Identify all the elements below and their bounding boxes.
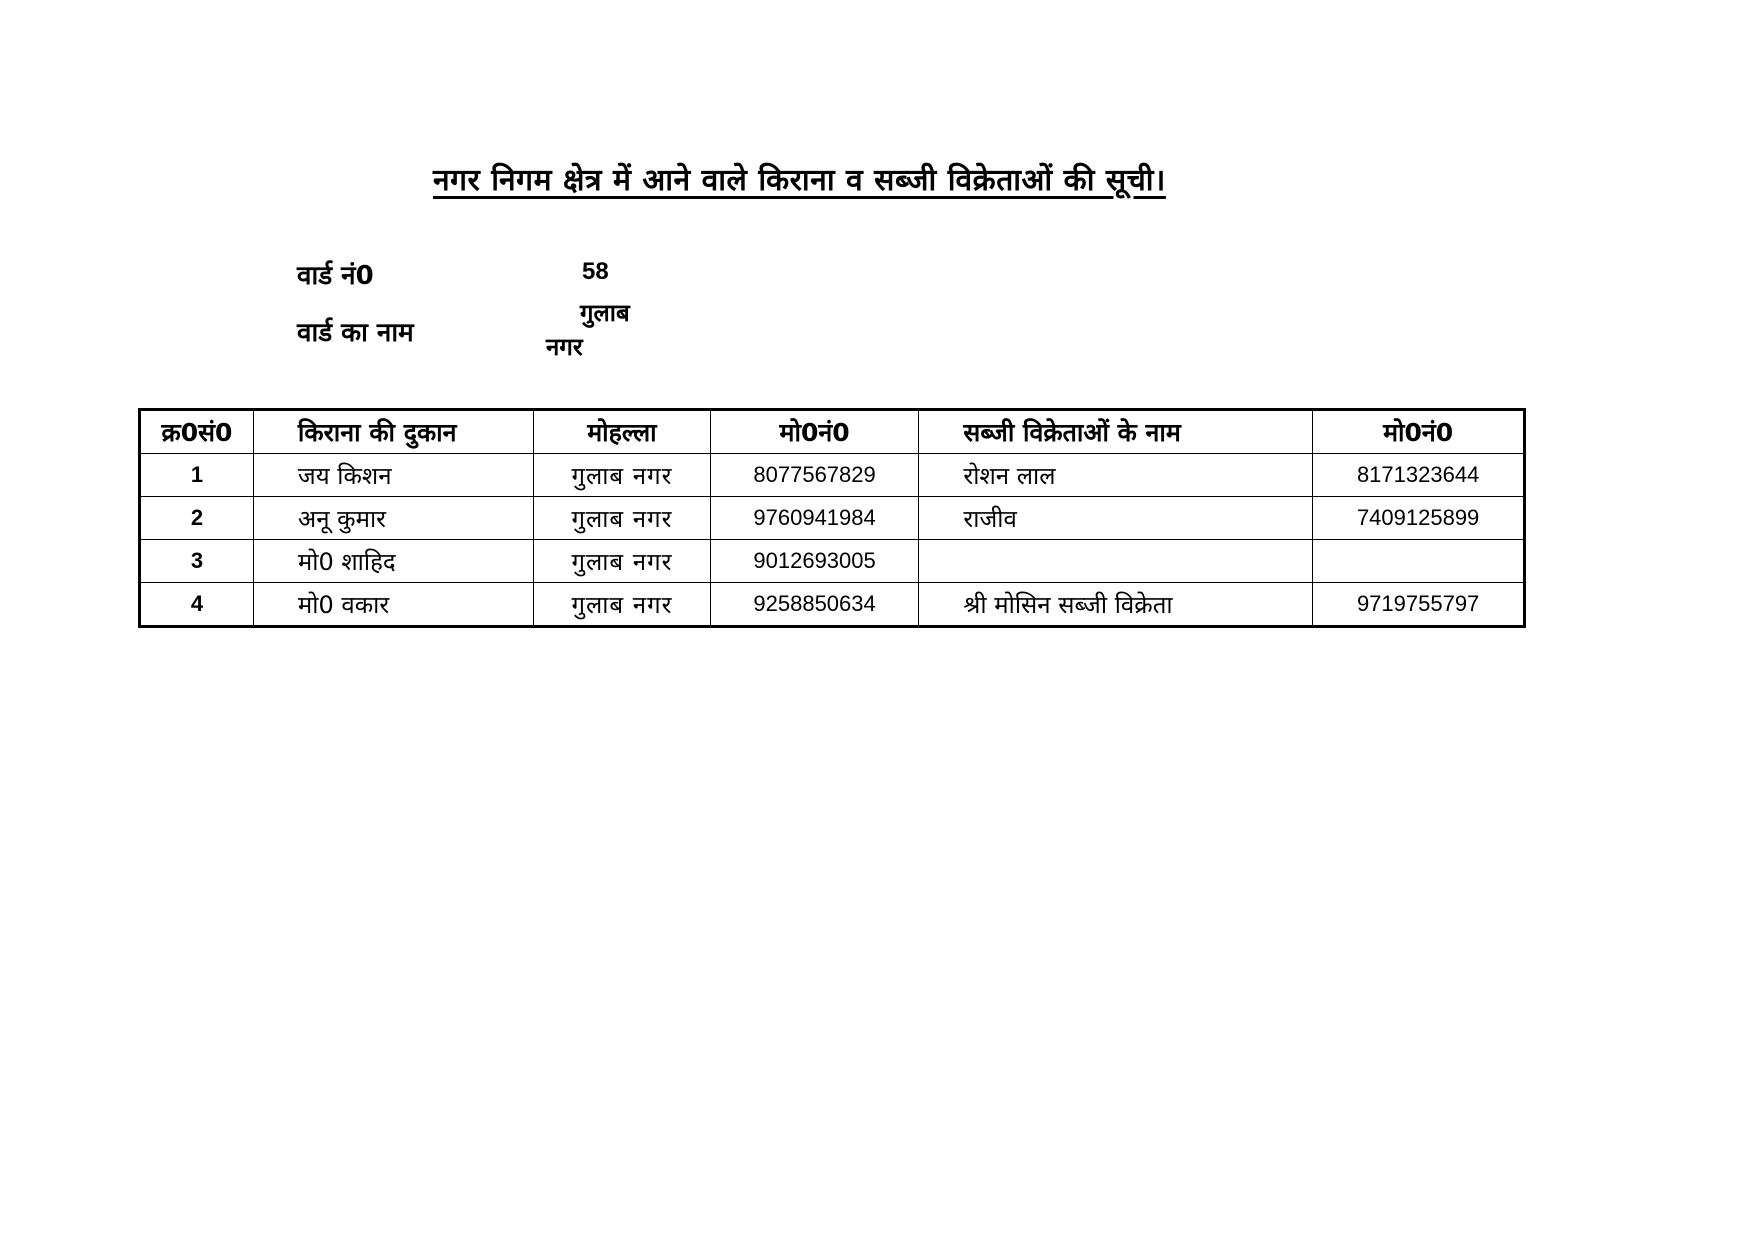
serial-number-cell: 3 [140,540,254,583]
vendor-table [138,408,1526,628]
ward-number-value: 58 [582,258,609,285]
serial-number-cell: 2 [140,497,254,540]
mobile-number-cell: 8077567829 [710,454,919,497]
shop-name-cell: जय किशन [253,454,533,497]
locality-cell: गुलाब नगर [534,540,711,583]
table-row [140,583,1525,627]
mobile-number-cell: 9258850634 [710,583,919,627]
ward-name-value-line2: नगर [546,333,583,361]
mobile-number-cell: 9760941984 [710,497,919,540]
vendor-mobile-cell [1313,540,1525,583]
ward-number-label: वार्ड नं0 [297,261,374,291]
ward-name-value-line1: गुलाब [580,299,630,327]
shop-name-cell: अनू कुमार [253,497,533,540]
table-row [140,497,1525,540]
vendor-mobile-cell: 8171323644 [1313,454,1525,497]
header-serial-number: क्र0सं0 [140,410,254,454]
header-mobile-number: मो0नं0 [710,410,919,454]
header-locality: मोहल्ला [534,410,711,454]
table-row [140,454,1525,497]
shop-name-cell: मो0 वकार [253,583,533,627]
table-row [140,540,1525,583]
locality-cell: गुलाब नगर [534,454,711,497]
locality-cell: गुलाब नगर [534,497,711,540]
table-header-row [140,410,1525,454]
serial-number-cell: 1 [140,454,254,497]
vendor-name-cell: राजीव [919,497,1313,540]
locality-cell: गुलाब नगर [534,583,711,627]
header-vendor-mobile-number: मो0नं0 [1313,410,1525,454]
shop-name-cell: मो0 शाहिद [253,540,533,583]
header-grocery-shop: किराना की दुकान [253,410,533,454]
mobile-number-cell: 9012693005 [710,540,919,583]
header-vegetable-vendor-name: सब्जी विक्रेताओं के नाम [919,410,1313,454]
vendor-name-cell: श्री मोसिन सब्जी विक्रेता [919,583,1313,627]
serial-number-cell: 4 [140,583,254,627]
vendor-name-cell: रोशन लाल [919,454,1313,497]
vendor-mobile-cell: 7409125899 [1313,497,1525,540]
vendor-name-cell [919,540,1313,583]
ward-name-label: वार्ड का नाम [297,318,414,348]
vendor-mobile-cell: 9719755797 [1313,583,1525,627]
page-title: नगर निगम क्षेत्र में आने वाले किराना व सब्जी विक्रेताओं की सूची। [433,163,1166,198]
